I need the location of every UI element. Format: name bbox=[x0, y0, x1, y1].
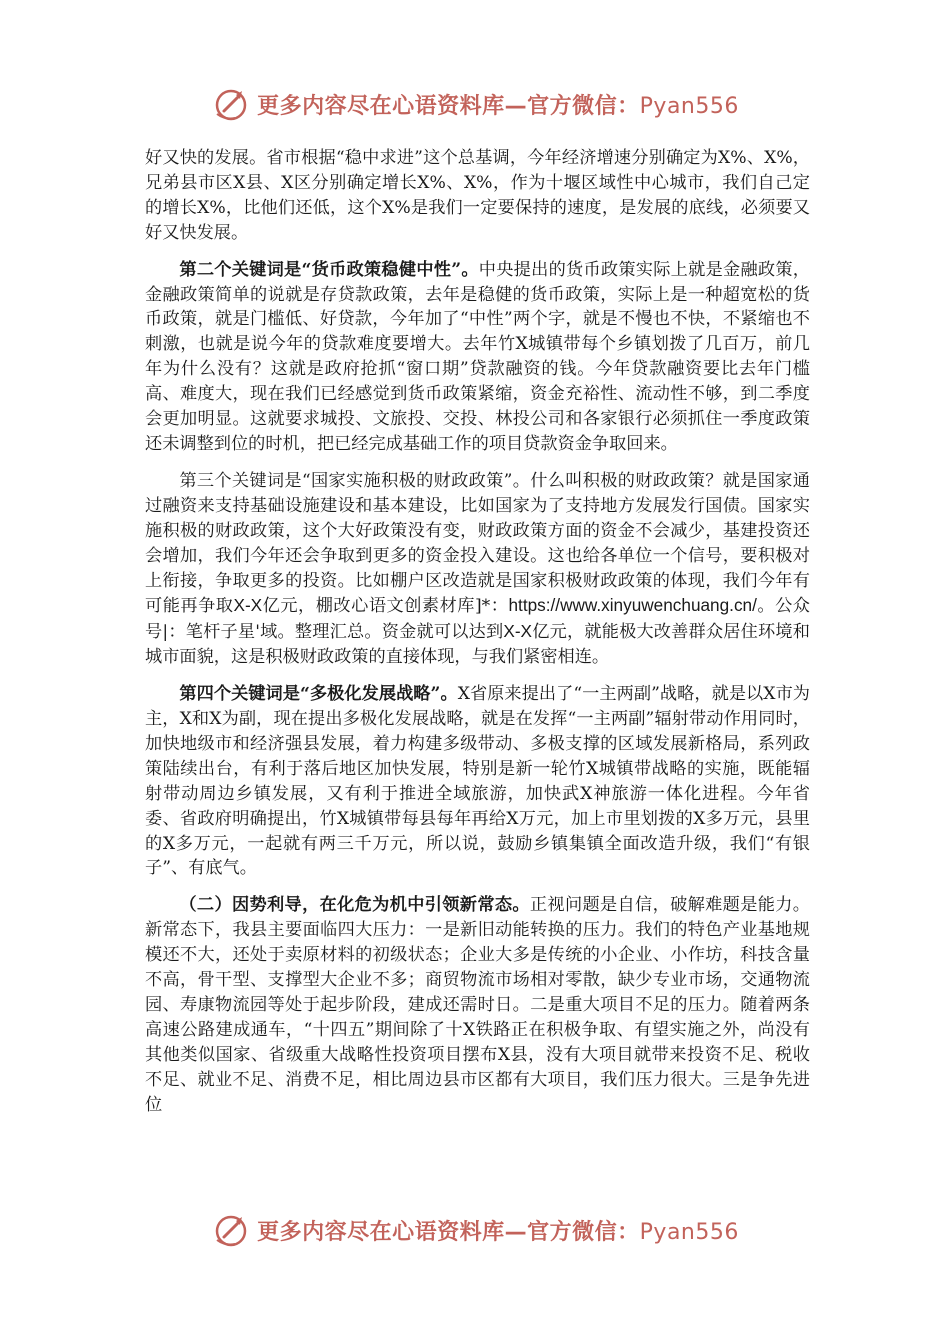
paragraph-continuation: 好又快的发展。省市根据“稳中求进”这个总基调，今年经济增速分别确定为X%、X%，兄弟县市区X县、X区分别确定增长X%、X%，作为十堰区域性中心城市，我们自己定的增长X%，比他们还低，这个X%是我们一定要保持的速度，是发展的底线，必须要又好又快发展。 bbox=[145, 148, 810, 243]
paragraph-keyword-4: 第四个关键词是“多极化发展战略”。X省原来提出了“一主两副”战略，就是以X市为主，X和X为副，现在提出多极化发展战略，就是在发挥“一主两副”辐射带动作用同时，加快地级市和经济强县发展，着力构建多级带动、多极支撑的区域发展新格局，系列政策陆续出台，有利于落后地区加快发展，特别是新一轮竹X城镇带战略的实施，既能辐射带动周边乡镇发展，又有利于推进全域旅游，加快武X神旅游一体化进程。今年省委、省政府明确提出，竹X城镇带每县每年再给X万元，加上市里划拨的X多万元，县里的X多万元，一起就有两三千万元，所以说，鼓励乡镇集镇全面改造升级，我们“有银子”、有底气。 bbox=[145, 684, 810, 879]
paragraph-keyword-2: 第二个关键词是“货币政策稳健中性”。中央提出的货币政策实际上就是金融政策，金融政策简单的说就是存贷款政策，去年是稳健的货币政策，实际上是一种超宽松的货币政策，就是门槛低、好贷款，今年加了“中性”两个字，就是不慢也不快，不紧缩也不刺激，也就是说今年的贷款难度要增大。去年竹X城镇带每个乡镇划拨了几百万，前几年为什么没有？这就是政府抢抓“窗口期”贷款融资的钱。今年贷款融资要比去年门槛高、难度大，现在我们已经感觉到货币政策紧缩，资金充裕性、流动性不够，到二季度会更加明显。这就要求城投、文旅投、交投、林投公司和各家银行必须抓住一季度政策还未调整到位的时机，把已经完成基础工作的项目贷款资金争取回来。 bbox=[145, 259, 810, 454]
source-url: https://www.xinyuwenchuang.cn/ bbox=[508, 595, 757, 616]
pen-logo-icon bbox=[211, 1210, 251, 1250]
banner-text: 更多内容尽在心语资料库—官方微信：Pyan556 bbox=[257, 93, 739, 119]
footer-banner bbox=[0, 1210, 950, 1250]
banner-text: 更多内容尽在心语资料库—官方微信：Pyan556 bbox=[257, 1219, 739, 1245]
paragraph-keyword-3: 第三个关键词是“国家实施积极的财政政策”。什么叫积极的财政政策？就是国家通过融资来支持基础设施建设和基本建设，比如国家为了支持地方发展发行国债。国家实施积极的财政政策，这个大好政策没有变，财政政策方面的资金不会减少，基建投资还会增加，我们今年还会争取到更多的资金投入建设。这也给各单位一个信号，要积极对上衔接，争取更多的投资。比如棚户区改造就是国家积极财政政策的体现，我们今年有可能再争取X-X亿元，棚改心语文创素材库]*：https://www.xinyuwenchuang.cn/。公众号|：笔杆子星'域。整理汇总。资金就可以达到X-X亿元，就能极大改善群众居住环境和城市面貌，这是积极财政政策的直接体现，与我们紧密相连。 bbox=[145, 470, 810, 668]
document-body bbox=[145, 146, 810, 1130]
pen-logo-icon bbox=[211, 84, 251, 124]
paragraph-section-2: （二）因势利导，在化危为机中引领新常态。正视问题是自信，破解难题是能力。新常态下，我县主要面临四大压力：一是新旧动能转换的压力。我们的特色产业基地规模还不大，还处于卖原材料的初级状态；企业大多是传统的小企业、小作坊，科技含量不高，骨干型、支撑型大企业不多；商贸物流市场相对零散，缺少专业市场，交通物流园、寿康物流园等处于起步阶段，建成还需时日。二是重大项目不足的压力。随着两条高速公路建成通车，“十四五”期间除了十X铁路正在积极争取、有望实施之外，尚没有其他类似国家、省级重大战略性投资项目摆布X县，没有大项目就带来投资不足、税收不足、就业不足、消费不足，相比周边县市区都有大项目，我们压力很大。三是争先进位 bbox=[145, 895, 810, 1115]
header-banner bbox=[0, 84, 950, 124]
